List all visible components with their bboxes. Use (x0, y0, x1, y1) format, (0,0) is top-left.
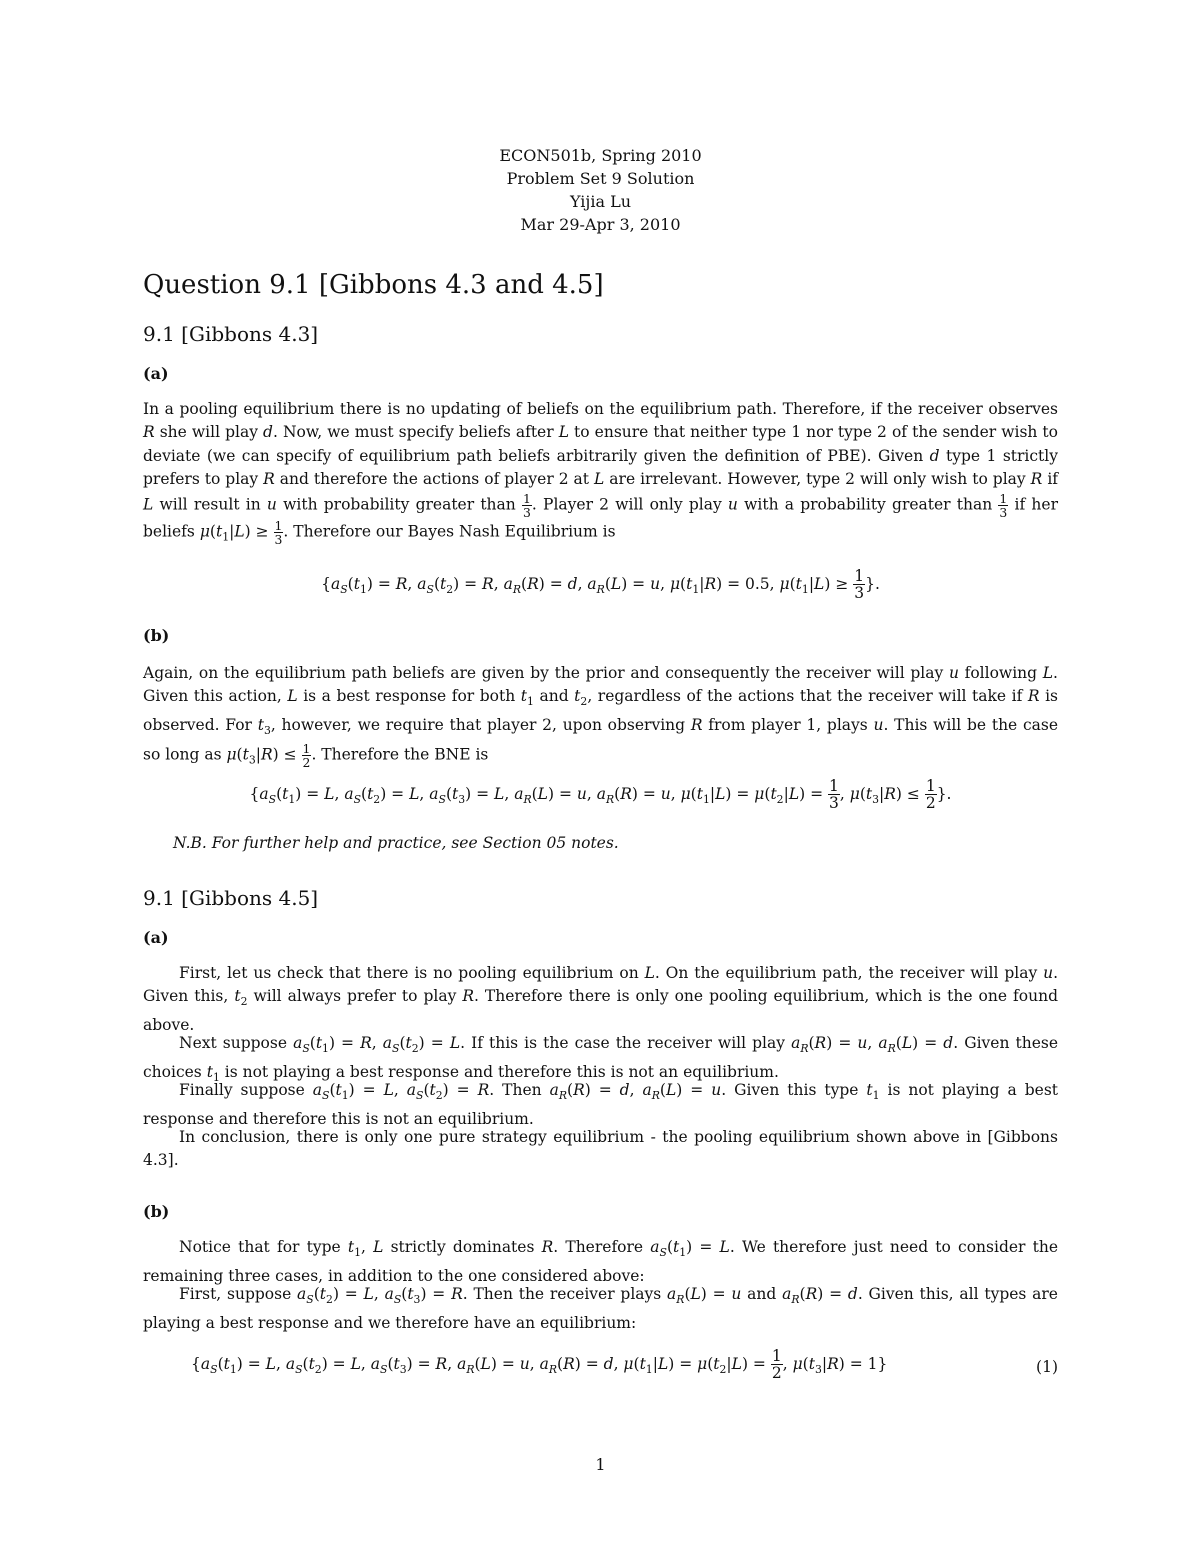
section1-part-b-equation: {$a_S(t_1) = L$, $a_S(t_2) = L$, $a_S(t_3) = L$, $a_R(L) = u$, $a_R(R) = u$, $\mu(t_1|L) = \mu(t_2|L)$ = $\frac{1}{3}$ , $\mu(t_3|R)$ ≤ $\frac{1}{2}$ }. (249, 777, 952, 813)
section1-heading: 9.1 [Gibbons 4.3] (143, 322, 319, 346)
question-heading: Question 9.1 [Gibbons 4.3 and 4.5] (143, 270, 604, 300)
header-dates: Mar 29-Apr 3, 2010 (520, 215, 681, 234)
section1-part-a-text: In a pooling equilibrium there is no updating of beliefs on the equilibrium path. Therefore, if the receiver observes R she will play d. Now, we must specify beliefs after L to ensure that neither type 1 nor type 2 of the sender wish to deviate (we can specify of equilibrium path beliefs arbitrarily given the definition of PBE). Given d type 1 strictly prefers to play R and therefore the actions of player 2 at L are irrelevant. However, type 2 will only wish to play R if L will result in u with probability greater than $\frac{1}{3}$ . Player 2 will only play u with a probability greater than $\frac{1}{3}$ if her beliefs $\mu(t_1|L)$ ≥ $\frac{1}{3}$ . Therefore our Bayes Nash Equilibrium is (143, 400, 1059, 547)
equation-number: (1) (1036, 1358, 1058, 1376)
section2-part-a-p4: In conclusion, there is only one pure strategy equilibrium - the pooling equilibrium shown above in [Gibbons 4.3]. (143, 1128, 1058, 1170)
header-course: ECON501b, Spring 2010 (499, 146, 702, 165)
section2-part-a-p2: Next suppose $a_S(t_1) = R$, $a_S(t_2) = L$. If this is the case the receiver will play $a_R(R) = u$, $a_R(L) = d$. Given these choices $t_1$ is not playing a best response and therefore this is not an equilibrium. (143, 1034, 1059, 1084)
section2-part-b-equation: {$a_S(t_1) = L$, $a_S(t_2) = L$, $a_S(t_3) = R$, $a_R(L) = u$, $a_R(R) = d$, $\mu(t_1|L) = \mu(t_2|L)$ = $\frac{1}{2}$ , $\mu(t_3|R) = 1$} (191, 1347, 888, 1383)
section1-part-b-text: Again, on the equilibrium path beliefs are given by the prior and consequently the receiver will play u following L. Given this action, L is a best response for both $t_1$ and $t_2$, regardless of the actions that the receiver will take if R is observed. For $t_3$, however, we require that player 2, upon observing R from player 1, plays u. This will be the case so long as $\mu(t_3|R)$ ≤ $\frac{1}{2}$ . Therefore the BNE is (143, 664, 1059, 771)
header-author: Yijia Lu (569, 192, 632, 211)
section2-part-b-p1: Notice that for type $t_1$, L strictly dominates R. Therefore $a_S(t_1) = L$. We therefore just need to consider the remaining three cases, in addition to the one considered above: (143, 1238, 1059, 1285)
section2-part-b-label: (b) (143, 1202, 170, 1221)
section1-note: N.B. For further help and practice, see Section 05 notes. (173, 834, 619, 852)
page-number: 1 (595, 1455, 606, 1474)
section2-part-a-p3: Finally suppose $a_S(t_1) = L$, $a_S(t_2) = R$. Then $a_R(R) = d$, $a_R(L) = u$. Given this type $t_1$ is not playing a best response and therefore this is not an equilibrium. (143, 1081, 1058, 1128)
section2-part-a-p1: First, let us check that there is no pooling equilibrium on L. On the equilibrium path, the receiver will play u. Given this, $t_2$ will always prefer to play R. Therefore there is only one pooling equilibrium, which is the one found above. (143, 964, 1058, 1034)
section2-part-b-p2: First, suppose $a_S(t_2) = L$, $a_S(t_3) = R$. Then the receiver plays $a_R(L) = u$ and $a_R(R) = d$. Given this, all types are playing a best response and we therefore have an equilibrium: (143, 1285, 1058, 1332)
section2-part-a-label: (a) (143, 928, 169, 947)
section2-heading: 9.1 [Gibbons 4.5] (143, 886, 319, 910)
section1-part-b-label: (b) (143, 626, 170, 645)
section1-part-a-label: (a) (143, 364, 169, 383)
section1-part-a-equation: {$a_S(t_1) = R$, $a_S(t_2) = R$, $a_R(R) = d$, $a_R(L) = u$, $\mu(t_1|R) = 0.5$, $\mu(t_1|L)$ ≥ $\frac{1}{3}$ }. (321, 567, 880, 603)
header-title: Problem Set 9 Solution (506, 169, 695, 188)
